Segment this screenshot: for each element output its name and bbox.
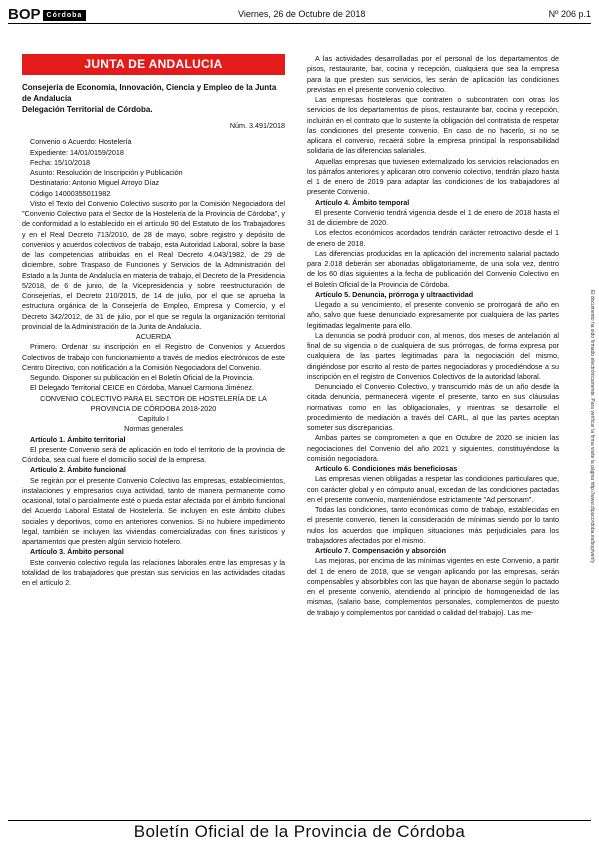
paragraph: Ambas partes se comprometen a que en Octubre de 2020 se inicien las negociaciones del Convenio del año 2021 y siguientes, constituyéndose la comisión negociadora. [307, 433, 559, 463]
paragraph: CONVENIO COLECTIVO PARA EL SECTOR DE HOSTELERÍA DE LA PROVINCIA DE CÓRDOBA 2018-2020 [40, 393, 267, 413]
right-body [307, 54, 559, 618]
paragraph: Todas las condiciones, tanto económicas como de trabajo, establecidas en el presente convenio, tienen la consideración de mínimas siendo por lo tanto nulos los acuerdos que impliquen situaciones más perjudiciales para los trabajadores afectados por el mismo. [307, 505, 559, 545]
paragraph: Artículo 6. Condiciones más beneficiosas [315, 464, 458, 473]
paragraph: Artículo 2. Ámbito funcional [30, 465, 126, 475]
paragraph: Artículo 1. Ámbito territorial [30, 434, 126, 444]
issue-number: Nº 206 p.1 [548, 9, 591, 19]
verification-note: El documento ha sido firmado electrónicamente. Para verificar la firma visite la página http://www.dipucordoba.es/bop/verify [589, 290, 595, 564]
right-column [307, 54, 559, 618]
announcement-number: Núm. 3.491/2018 [229, 121, 285, 130]
paragraph: El presente Convenio tendrá vigencia desde el 1 de enero de 2018 hasta el 31 de diciembre de 2020. [307, 207, 559, 227]
consejeria-heading: Consejería de Economía, Innovación, Ciencia y Empleo de la Junta de Andalucía [22, 83, 277, 103]
paragraph: Las mejoras, por encima de las mínimas vigentes en este Convenio, a partir del 1 de enero de 2018, que se vengan aplicando por las empresas, serán compensables y absorbibles con las que hayan de abonarse según lo pactado en el presente convenio, atendiendo al principio de homogeneidad de las mismas, (salario base, complementos personales, complementos de puesto de trabajo y complementos por cantidad o calidad del trabajo). Las me- [307, 556, 559, 617]
paragraph: Las empresas hosteleras que contraten o subcontraten con otras los servicios de los departamentos de pisos, restaurante bar, cocina y recepción, incluirán en el contrato que lo sustente la obligación del contratista de respetar las condiciones del presente convenio. En caso de no hacerlo, si no se aplicara el convenio, recaerá sobre la empresa principal la responsabilidad solidaria de las diferencias salariales. [307, 95, 559, 156]
paragraph: Las diferencias producidas en la aplicación del incremento salarial pactado para 2.018 deberán ser abonadas obligatoriamente, de una sola vez, dentro de los 60 días siguientes a la fecha de publicación del Convenio Colectivo en el Boletín Oficial de la Provincia de Córdoba. [307, 248, 559, 289]
paragraph: Primero. Ordenar su inscripción en el Registro de Convenios y Acuerdos Colectivos de trabajo con funcionamiento a través de medios electrónicos de este Centro Directivo, con notificación a la Comisión Negociadora del Convenio. [22, 342, 285, 372]
footer-rule [8, 820, 591, 821]
logo-text: BOP [8, 6, 41, 23]
paragraph: Segundo. Disponer su publicación en el Boletín Oficial de la Provincia. [30, 373, 255, 382]
paragraph: A las actividades desarrolladas por el personal de los departamentos de pisos, restaurante, bar, cocina y recepción, cualquiera que sea la empresa para la que presten sus servicios, les serán de aplicación las condiciones previstas en el presente convenio colectivo. [307, 54, 559, 94]
metadata-line: Asunto: Resolución de Inscripción y Publicación [30, 168, 183, 177]
footer-title: Boletín Oficial de la Provincia de Córdoba [133, 822, 466, 841]
header-rule [8, 23, 591, 24]
left-body [22, 199, 285, 589]
metadata-line: Expediente: 14/01/0159/2018 [30, 147, 124, 157]
metadata-block [22, 137, 285, 199]
paragraph: Artículo 3. Ámbito personal [30, 547, 124, 557]
metadata-line: Código 14000355011982 [30, 188, 111, 198]
paragraph: Se regirán por el presente Convenio Colectivo las empresas, establecimientos, instalaciones y empresarios cuya actividad, tanto de manera permanente como ocasional, total o parcialmente esté o pueda estar afectada por el ámbito funcional del Acuerdo Laboral Estatal de Hostelería. Se incluyen en este ámbito clubes sociales y deportivos, como en anteriores convenios. Si no hubiere impedimento legal, también se incluyen las viviendas comercializadas con fines turísticos y apartamentos que presten algún servicio hotelero. [22, 475, 285, 546]
paragraph: ACUERDA [135, 332, 172, 341]
paragraph: Denunciado el Convenio Colectivo, y transcurrido más de un año desde la citada denuncia, permanecerá vigente el presente, tanto en sus cláusulas normativas como en las obligacionales, y mientras se desarrolle el procedimiento de mediación a través del CARL, al que las partes aceptan someter sus discrepancias. [307, 382, 559, 432]
paragraph: Llegado a su vencimiento, el presente convenio se prorrogará de año en año, salvo que fuese denunciado expresamente por cualquiera de las partes legitimadas legalmente para ello. [307, 300, 559, 330]
signature-side-note [589, 290, 597, 670]
metadata-line: Fecha: 15/10/2018 [30, 157, 90, 167]
paragraph: El presente Convenio será de aplicación en todo el territorio de la provincia de Córdoba, sea cual fuere el domicilio social de la empresa. [22, 444, 285, 464]
junta-banner: JUNTA DE ANDALUCIA [22, 54, 285, 75]
bop-logo [8, 6, 86, 23]
logo-subtitle: Córdoba [43, 10, 87, 21]
paragraph: Artículo 4. Ámbito temporal [315, 197, 410, 207]
delegacion-heading: Delegación Territorial de Córdoba. [22, 105, 153, 114]
issue-date: Viernes, 26 de Octubre de 2018 [238, 9, 366, 19]
paragraph: Capítulo I [138, 414, 169, 423]
metadata-line: Convenio o Acuerdo: Hostelería [30, 137, 132, 147]
paragraph: Las empresas vienen obligadas a respetar las condiciones particulares que, con carácter global y en cómputo anual, excedan de las condiciones pactadas en el presente convenio, manteniéndose estrictamente "Ad personam". [307, 474, 559, 504]
paragraph: Los efectos económicos acordados tendrán carácter retroactivo desde el 1 de enero de 2018. [307, 228, 559, 248]
paragraph: Aquellas empresas que tuviesen externalizado los servicios relacionados en los párrafos anteriores y aplicaran otro convenio colectivo, tendrán plazo hasta el 1 de enero de 2019 para adaptar las condiciones de los trabajadores al presente Convenio. [307, 156, 559, 197]
paragraph: El Delegado Territorial CEICE en Córdoba, Manuel Carmona Jiménez. [30, 383, 254, 393]
paragraph: Artículo 5. Denuncia, prórroga y ultraactividad [315, 289, 474, 299]
metadata-line: Destinatario: Antonio Miguel Arroyo Díaz [30, 178, 160, 188]
paragraph: Visto el Texto del Convenio Colectivo suscrito por la Comisión Negociadora del "Convenio Colectivo para el Sector de la Hostelería de la Provincia de Córdoba", y de conformidad a lo establecido en el artículo 90 del Estatuto de los Trabajadores y en el Real Decreto 713/2010, de 28 de mayo, sobre registro y depósito de convenios y acuerdos colectivos de trabajo, esta Autoridad Laboral, sobre la base de las competencias atribuidas en el Real Decreto 4.043/1982, de 29 de diciembre, sobre Traspaso de Funciones y Servicios de la Administración del Estado a la Junta de Andalucía en materia de trabajo, el Decreto de la Presidencia 5/2018, de 6 de junio, de la Vicepresidencia y sobre reestructuración de Consejerías, el Decreto 210/2015, de 14 de julio, por el que se aprueba la estructura orgánica de la Consejería de Empleo, Empresa y Comercio, y el Decreto 342/2012, de 31 de julio, por el que se regula la organización territorial provincial de la Administración de la Junta de Andalucía. [22, 198, 285, 331]
paragraph: La denuncia se podrá producir con, al menos, dos meses de antelación al final de su vigencia o de cualquiera de sus prórrogas, de forma expresa por cualquiera de las partes legitimadas para la negociación del mismo, dirigiéndose por escrito al resto de partes negociadoras y procediéndose a su inscripción en el registro de Convenios Colectivos de la autoridad laboral. [307, 330, 559, 381]
left-column [22, 54, 285, 588]
paragraph: Normas generales [124, 424, 183, 434]
paragraph: Este convenio colectivo regula las relaciones laborales entre las empresas y la totalidad de los trabajadores que prestan sus servicios en las actividades citadas en el artículo 2. [22, 557, 285, 587]
page-header [8, 8, 591, 22]
paragraph: Artículo 7. Compensación y absorción [315, 546, 446, 555]
